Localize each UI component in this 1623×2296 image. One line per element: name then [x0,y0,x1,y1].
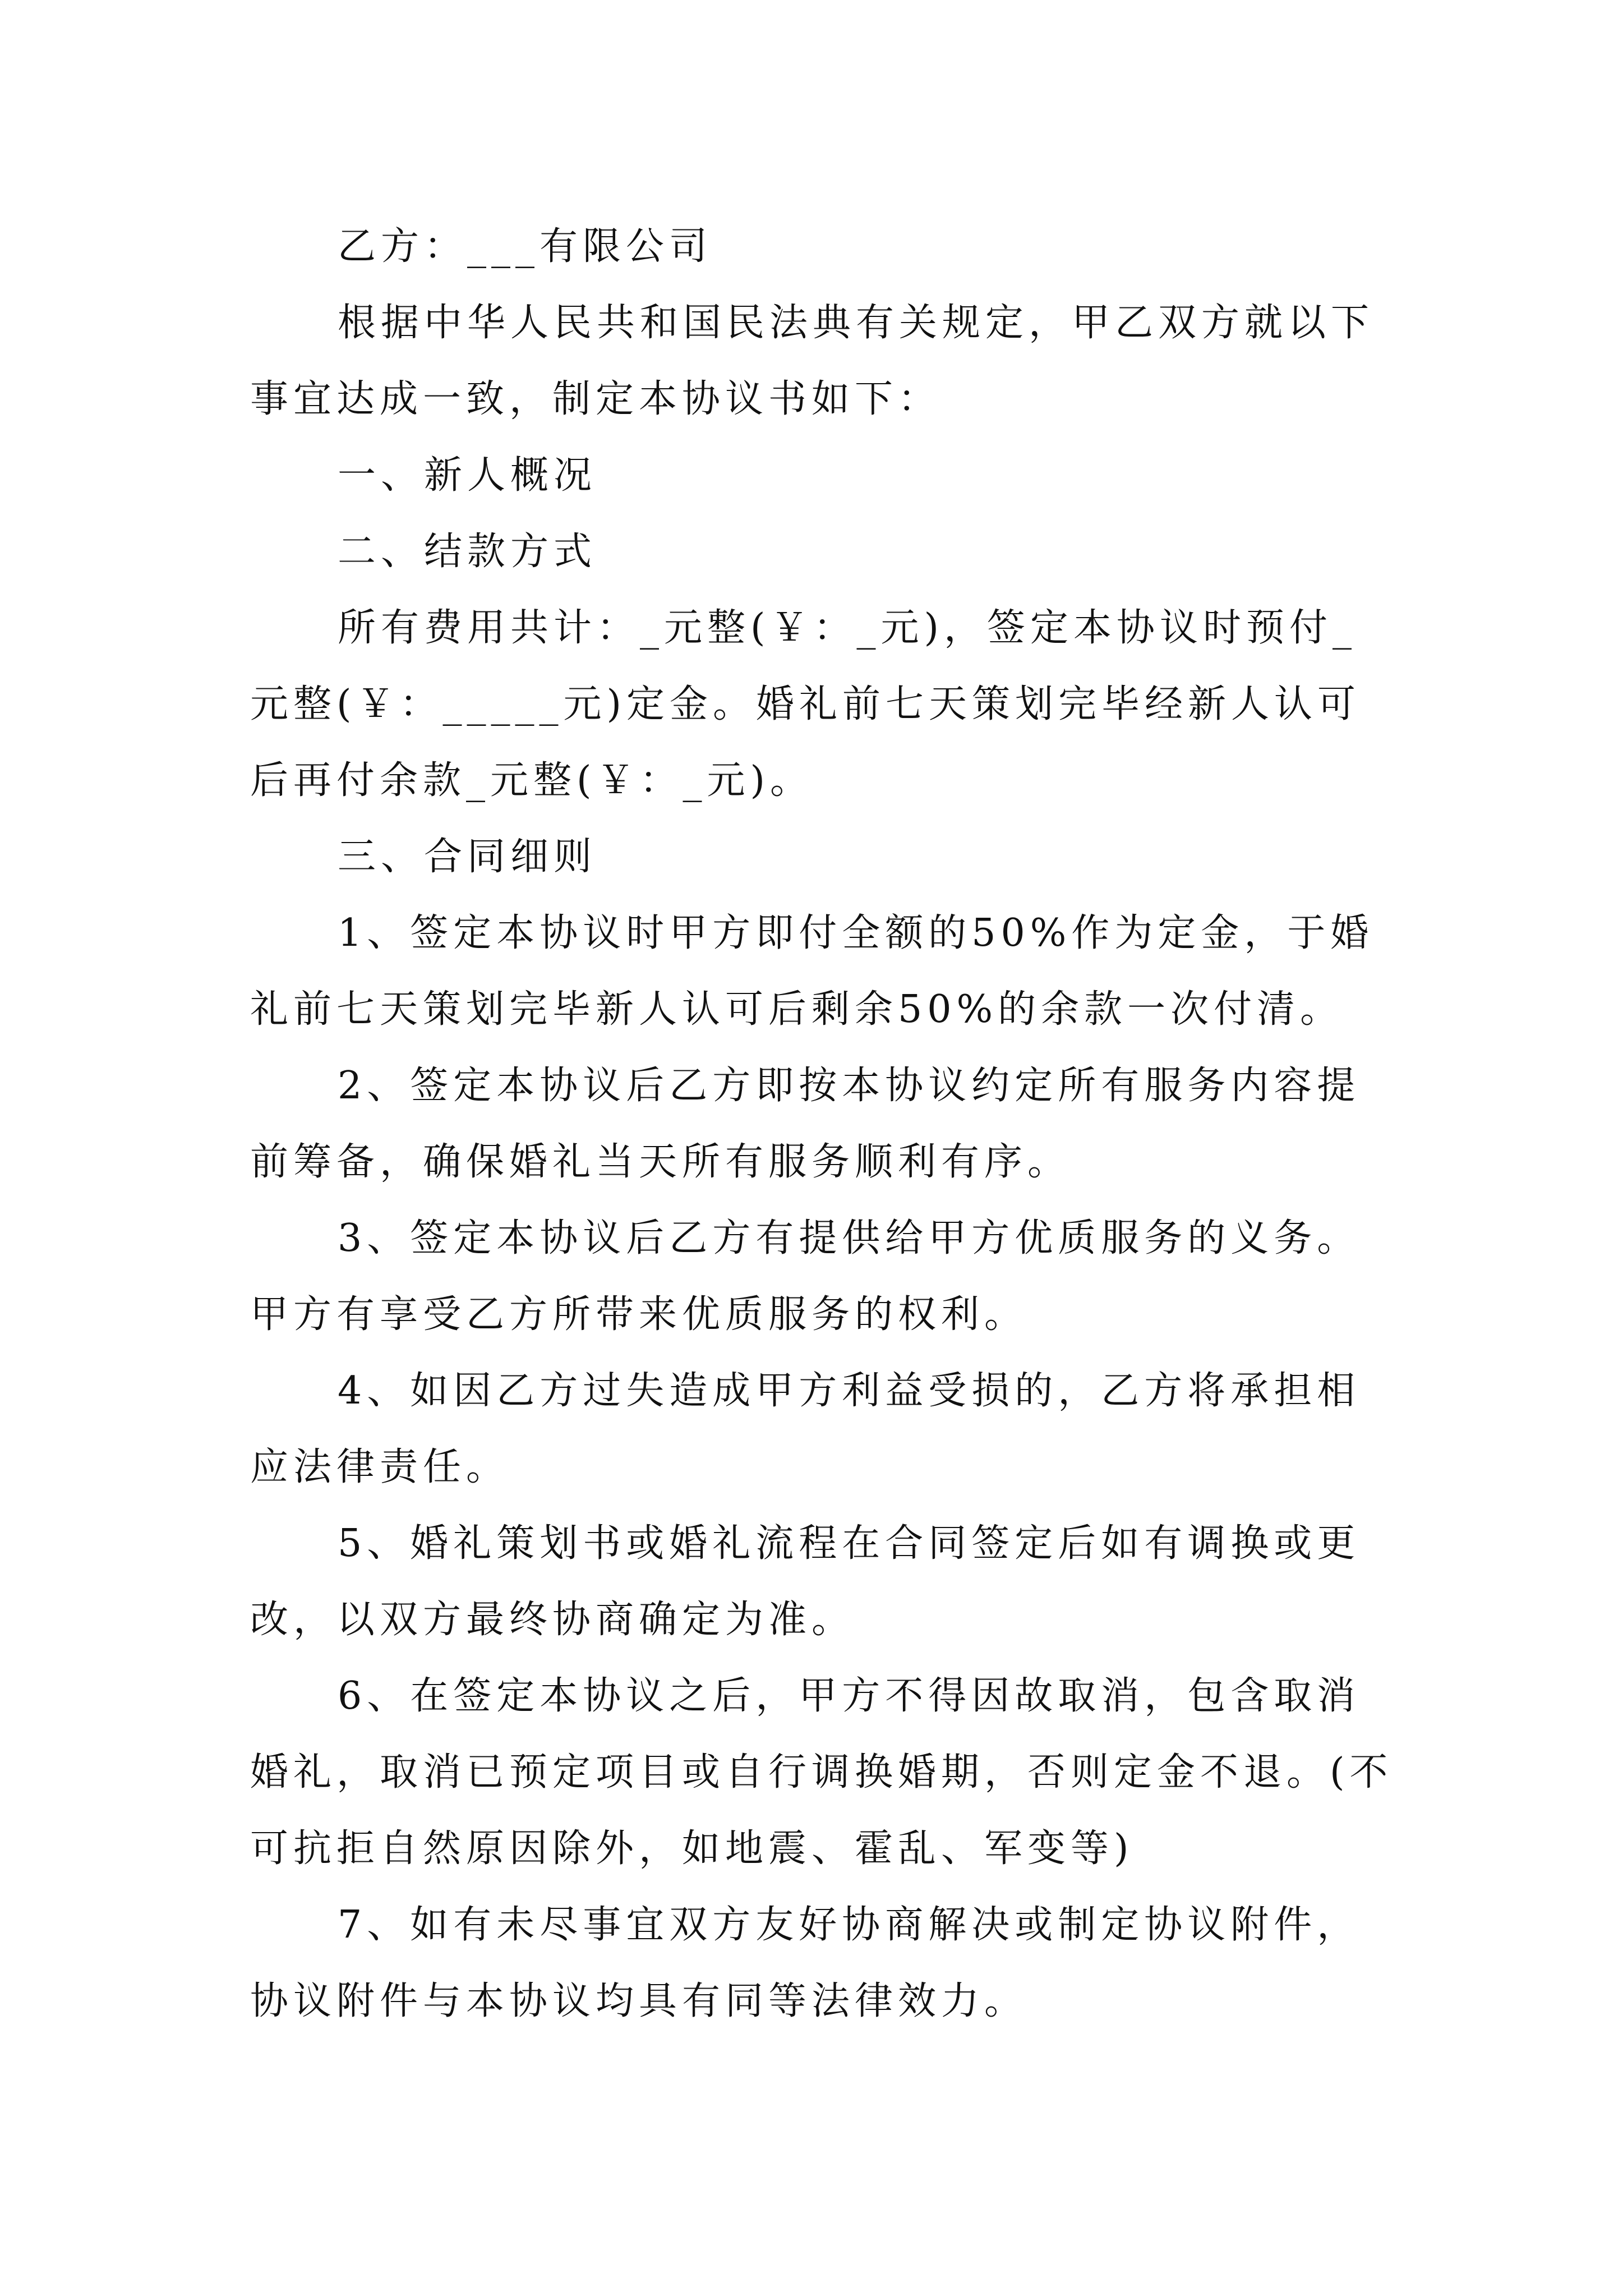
intro-paragraph: 根据中华人民共和国民法典有关规定，甲乙双方就以下事宜达成一致，制定本协议书如下： [250,301,1375,421]
clause-7: 7、如有未尽事宜双方友好协商解决或制定协议附件，协议附件与本协议均具有同等法律效力。 [250,1903,1361,2023]
section-heading-3: 三、合同细则 [338,835,597,879]
clause-2: 2、签定本协议后乙方即按本协议约定所有服务内容提前筹备，确保婚礼当天所有服务顺利有序。 [250,1064,1361,1184]
clause-3: 3、签定本协议后乙方有提供给甲方优质服务的义务。甲方有享受乙方所带来优质服务的权利。 [250,1216,1361,1337]
document-body [250,209,1394,2040]
party-b-line: 乙方：___有限公司 [338,224,713,269]
clause-6: 6、在签定本协议之后，甲方不得因故取消，包含取消婚礼，取消已预定项目或自行调换婚期，否则定金不退。(不可抗拒自然原因除外，如地震、霍乱、军变等) [250,1674,1393,1871]
clause-5: 5、婚礼策划书或婚礼流程在合同签定后如有调换或更改，以双方最终协商确定为准。 [250,1521,1361,1642]
clause-1: 1、签定本协议时甲方即付全额的50%作为定金，于婚礼前七天策划完毕新人认可后剩余50%的余款一次付清。 [250,911,1374,1032]
section-heading-1: 一、新人概况 [338,453,597,498]
payment-paragraph: 所有费用共计：_元整(￥：_元)，签定本协议时预付_元整(￥：_____元)定金。婚礼前七天策划完毕经新人认可后再付余款_元整(￥：_元)。 [250,606,1361,803]
section-heading-2: 二、结款方式 [338,530,597,574]
clause-4: 4、如因乙方过失造成甲方利益受损的，乙方将承担相应法律责任。 [250,1369,1361,1489]
